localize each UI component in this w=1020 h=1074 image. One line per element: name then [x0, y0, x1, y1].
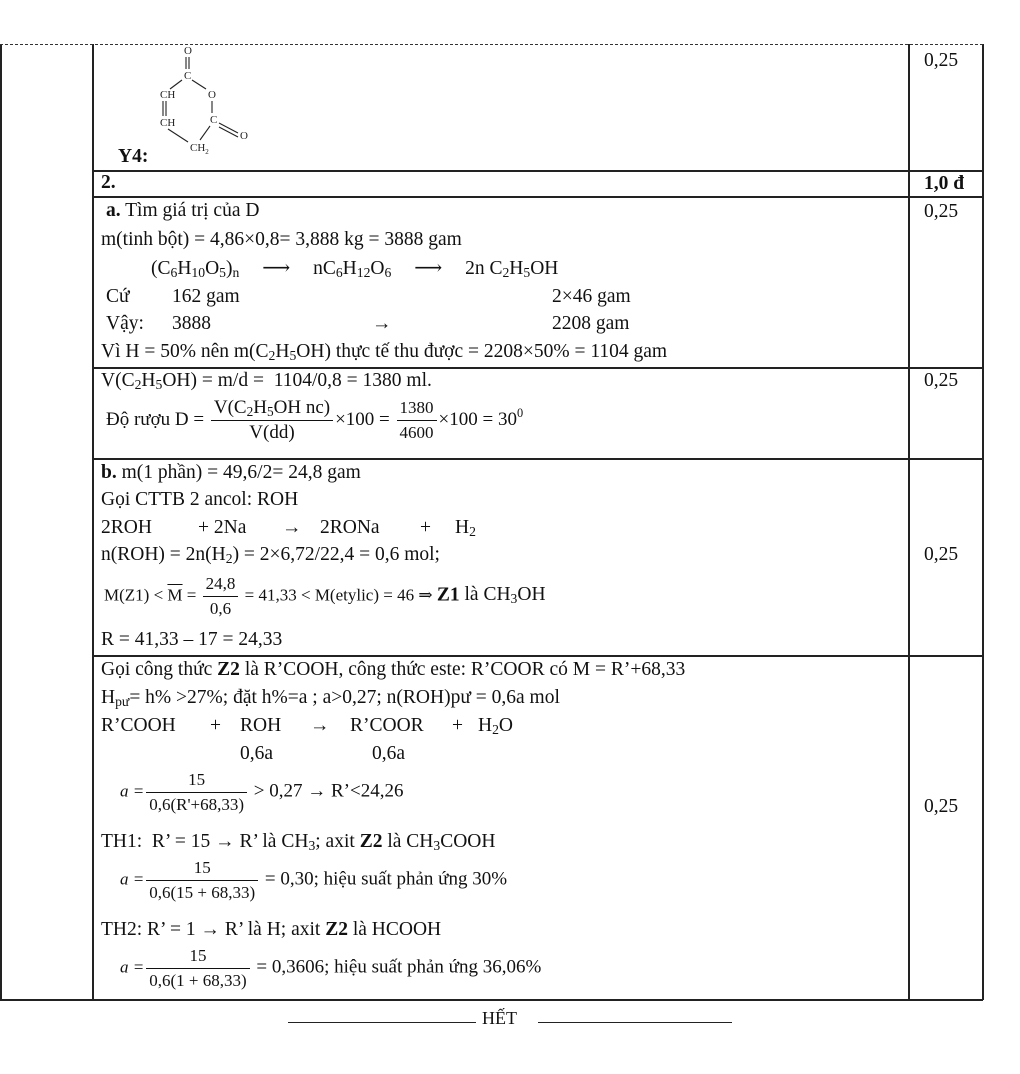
alcohol-degree-formula: Độ rượu D = $\frac{V(C_2H_5OH nc)}{V(dd)}$ ×100 = $\frac{1380}{4600}$ $\times 100 = 30^0$ — [106, 397, 524, 443]
volume-line: $V(C_2H_5OH) = m/d = 1104/0,8 = 1380$ ml. — [101, 370, 432, 392]
mol-roh-line: $n(ROH) = 2n(H_2) = 2\times 6,72/22,4 = 0,6$ mol; — [101, 544, 440, 566]
score-c: 0,25 — [924, 796, 959, 817]
score-b: 0,25 — [924, 544, 959, 565]
reaction-na-r3: → — [282, 517, 302, 538]
yield-line: Vì H = 50% nên $m(C_2H_5OH)$ thực tế thu được = 2208×50% = 1104 gam — [101, 341, 668, 363]
ratio-vay-arrow: → — [372, 313, 392, 334]
ratio-cu-label: Cứ — [106, 286, 130, 307]
r-value-line: R = 41,33 – 17 = 24,33 — [101, 629, 283, 650]
score-a1: 0,25 — [924, 201, 959, 222]
ratio-cu-right: 2×46 gam — [552, 286, 631, 307]
ratio-vay-right: 2208 gam — [552, 313, 630, 334]
y4-label: Y4: — [118, 146, 149, 167]
atom-o-top: O — [184, 45, 192, 57]
score-a2: 0,25 — [924, 370, 959, 391]
footer-rule-right — [538, 1022, 732, 1023]
score-section-2: 1,0 đ — [924, 173, 965, 194]
row-divider — [92, 655, 983, 657]
part-b-line2: Gọi CTTB 2 ancol: ROH — [101, 489, 299, 510]
footer-rule-left — [288, 1022, 476, 1023]
table-border-left — [0, 44, 2, 1000]
ratio-cu-left: 162 gam — [172, 286, 240, 307]
table-border-right — [982, 44, 984, 1000]
starch-mass-line: m(tinh bột) = 4,86×0,8= 3,888 kg = 3888 gam — [101, 229, 462, 250]
ester-reaction-r6: + — [452, 715, 463, 736]
y4-structure — [140, 40, 280, 160]
molar-mass-compare: $M(Z1) < \overline{M}$ = $\frac{24,8}{0,6}$ = 41,33 < M(etylic) = 46 ⇒ Z1 là $CH_3OH$ — [104, 574, 546, 618]
ester-reaction-r3: ROH — [240, 715, 282, 736]
ester-reaction-r4: → — [310, 715, 330, 736]
ester-reaction-r2: + — [210, 715, 221, 736]
row-divider — [92, 170, 983, 172]
part-a-title: a. Tìm giá trị của D — [106, 200, 260, 221]
atom-c2: C — [210, 114, 218, 126]
part-b-line1: b. m(1 phần) = 49,6/2= 24,8 gam — [101, 462, 361, 483]
ratio-vay-label: Vậy: — [106, 313, 144, 334]
mol-under-ester: 0,6a — [372, 743, 406, 764]
atom-o-right: O — [240, 130, 248, 142]
row-divider — [92, 458, 983, 460]
ester-reaction-r1: R’COOH — [101, 715, 176, 736]
z2-formula-line: Gọi công thức Z2 là R’COOH, công thức este: R’COOR có M = R’+68,33 — [101, 659, 686, 680]
atom-o-ring: O — [208, 89, 216, 101]
reaction-na-r1: 2ROH — [101, 517, 152, 538]
case2-line: TH2: R’ = 1 → R’ là H; axit Z2 là HCOOH — [101, 919, 442, 940]
section-2-label: 2. — [101, 172, 116, 193]
ratio-vay-left: 3888 — [172, 313, 211, 334]
ester-reaction-r7: $H_2O$ — [478, 715, 514, 737]
reaction-na-r4: 2RONa — [320, 517, 380, 538]
atom-ch1: CH — [160, 89, 176, 101]
ester-reaction-r5: R’COOR — [350, 715, 424, 736]
atom-ch2: CH — [160, 117, 176, 129]
row-divider — [92, 196, 983, 198]
reaction-na-r2: + 2Na — [198, 517, 247, 538]
case1-formula: a = $\frac{15}{0,6(15 + 68,33)}$ = 0,30; hiệu suất phản ứng 30% — [120, 858, 508, 902]
mol-under-roh: 0,6a — [240, 743, 274, 764]
case1-line: TH1: R’ = 15 → R’ là $CH_3$; axit Z2 là $CH_3COOH$ — [101, 831, 496, 853]
score-col-divider — [908, 44, 910, 1000]
score-y4: 0,25 — [924, 50, 959, 71]
table-col-divider — [92, 44, 94, 1000]
reaction-na-r6: $H_2$ — [455, 517, 476, 539]
footer-end: HẾT — [482, 1008, 517, 1028]
reaction-na-r5: + — [420, 517, 431, 538]
case2-formula: a = $\frac{15}{0,6(1 + 68,33)}$ = 0,3606; hiệu suất phản ứng 36,06% — [120, 946, 542, 990]
atom-ch2b: $CH_2$ — [190, 142, 209, 156]
atom-c1: C — [184, 70, 192, 82]
reaction-chain: $(C_6H_{10}O_5)_n$ ⟶ $nC_6H_{12}O_6$ ⟶ 2n $C_2H_5OH$ — [151, 258, 559, 280]
inequality-line: a = $\frac{15}{0,6(R'+68,33)}$ > 0,27 → R’<24,26 — [120, 770, 404, 814]
table-bottom-border — [0, 999, 983, 1001]
efficiency-line: $H_{pư}= h\% >27\%$; đặt h%=a ; a>0,27; n(ROH)pư = 0,6a mol — [101, 687, 560, 709]
